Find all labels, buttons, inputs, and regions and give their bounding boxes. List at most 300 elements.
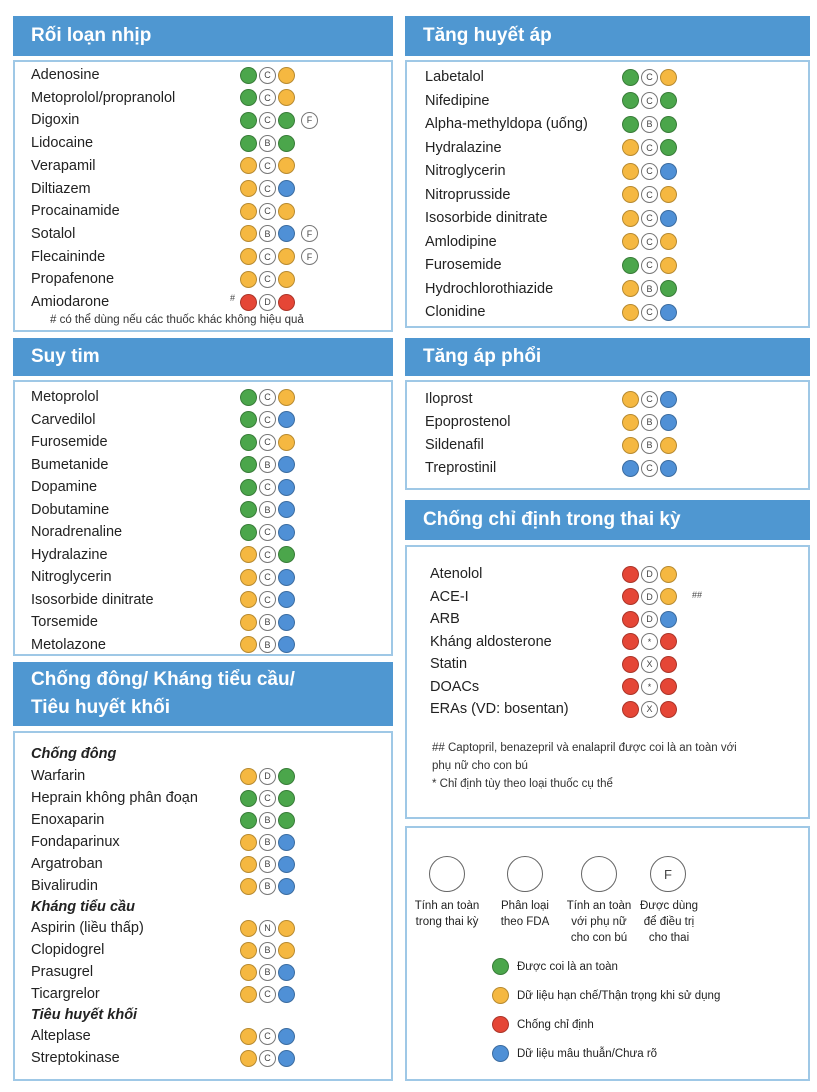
safety-marks bbox=[622, 254, 679, 276]
drug-row bbox=[31, 1025, 91, 1047]
drug-row bbox=[31, 431, 108, 453]
drug-name: Amiodarone bbox=[31, 294, 110, 310]
yellow-dot-icon bbox=[278, 248, 295, 265]
yellow-dot-icon bbox=[240, 546, 257, 563]
safety-marks bbox=[240, 431, 297, 453]
heart-failure-header bbox=[13, 338, 393, 376]
fda-category-icon: B bbox=[259, 812, 276, 829]
drug-name: Nitroglycerin bbox=[31, 569, 112, 585]
fda-category-icon: C bbox=[641, 139, 658, 156]
green-dot-icon bbox=[240, 389, 257, 406]
drug-row bbox=[31, 132, 93, 154]
safety-marks bbox=[240, 246, 320, 268]
blue-dot-icon bbox=[660, 460, 677, 477]
fda-category-icon: X bbox=[641, 701, 658, 718]
fetal-treatment-icon: F bbox=[301, 112, 318, 129]
yellow-dot-icon bbox=[240, 878, 257, 895]
green-dot-icon bbox=[278, 135, 295, 152]
yellow-dot-icon bbox=[278, 203, 295, 220]
drug-row bbox=[430, 586, 469, 608]
green-dot-icon bbox=[240, 456, 257, 473]
safety-marks bbox=[622, 563, 679, 585]
drug-row bbox=[31, 246, 105, 268]
blue-dot-icon bbox=[278, 501, 295, 518]
yellow-dot-icon bbox=[492, 987, 509, 1004]
drug-name: Adenosine bbox=[31, 67, 100, 83]
legend-label-fetal-line-1: Được dùng bbox=[639, 900, 699, 912]
drug-row bbox=[425, 66, 484, 88]
green-dot-icon bbox=[622, 92, 639, 109]
fda-category-icon: X bbox=[641, 656, 658, 673]
yellow-dot-icon bbox=[278, 157, 295, 174]
legend-key-green-label: Được coi là an toàn bbox=[517, 960, 618, 973]
drug-name: Isosorbide dinitrate bbox=[31, 591, 154, 608]
drug-row bbox=[425, 434, 484, 456]
yellow-dot-icon bbox=[240, 964, 257, 981]
blue-dot-icon bbox=[622, 460, 639, 477]
green-dot-icon bbox=[240, 790, 257, 807]
drug-name: Dopamine bbox=[31, 479, 98, 495]
legend-label-lactation bbox=[560, 898, 638, 946]
legend-label-fetal-line-2: để điều trị bbox=[643, 916, 695, 928]
legend-label-fda bbox=[490, 898, 560, 930]
blue-dot-icon bbox=[278, 225, 295, 242]
blue-dot-icon bbox=[660, 611, 677, 628]
drug-row bbox=[31, 521, 122, 543]
safety-marks bbox=[240, 853, 297, 875]
drug-row bbox=[425, 137, 502, 159]
drug-row bbox=[31, 268, 114, 290]
drug-row bbox=[31, 765, 85, 787]
legend-label-lactation-line-1: Tính an toàn bbox=[566, 900, 632, 912]
drug-row bbox=[430, 676, 479, 698]
yellow-dot-icon bbox=[240, 157, 257, 174]
drug-name: Flecaininde bbox=[31, 248, 106, 265]
fda-category-icon: B bbox=[641, 437, 658, 454]
legend-circle-pregnancy bbox=[429, 856, 465, 892]
blue-dot-icon bbox=[278, 411, 295, 428]
yellow-dot-icon bbox=[240, 920, 257, 937]
drug-name: Alpha-methyldopa (uống) bbox=[425, 116, 588, 132]
red-dot-icon bbox=[660, 701, 677, 718]
fda-category-icon: C bbox=[641, 233, 658, 250]
yellow-dot-icon bbox=[278, 434, 295, 451]
drug-row bbox=[430, 608, 460, 630]
safety-marks bbox=[622, 160, 679, 182]
drug-row bbox=[31, 155, 95, 177]
fda-category-icon: C bbox=[641, 186, 658, 203]
drug-row bbox=[31, 544, 108, 566]
red-dot-icon bbox=[492, 1016, 509, 1033]
drug-row bbox=[31, 454, 108, 476]
yellow-dot-icon bbox=[622, 233, 639, 250]
safety-marks bbox=[240, 809, 297, 831]
fda-category-icon: C bbox=[641, 69, 658, 86]
safety-marks bbox=[622, 301, 679, 323]
yellow-dot-icon bbox=[240, 768, 257, 785]
drug-row bbox=[425, 90, 490, 112]
safety-marks bbox=[240, 611, 297, 633]
drug-name: Torsemide bbox=[31, 614, 98, 630]
legend-label-pregnancy bbox=[409, 898, 485, 930]
blue-dot-icon bbox=[278, 834, 295, 851]
fda-category-icon: * bbox=[641, 633, 658, 650]
drug-name: Sotalol bbox=[31, 225, 76, 242]
drug-row bbox=[425, 184, 510, 206]
drug-name: Carvedilol bbox=[31, 411, 96, 428]
fda-category-icon: C bbox=[259, 569, 276, 586]
yellow-dot-icon bbox=[278, 89, 295, 106]
blue-dot-icon bbox=[278, 614, 295, 631]
drug-name: Furosemide bbox=[31, 434, 108, 450]
yellow-dot-icon bbox=[240, 569, 257, 586]
drug-name: Enoxaparin bbox=[31, 812, 105, 828]
legend-key-red bbox=[492, 1016, 594, 1033]
hypertension-header bbox=[405, 16, 810, 56]
fda-category-icon: D bbox=[641, 566, 658, 583]
drug-name: Nitroglycerin bbox=[425, 163, 506, 179]
pulmonary-hypertension-header bbox=[405, 338, 810, 376]
safety-marks bbox=[622, 586, 679, 608]
safety-marks bbox=[240, 961, 297, 983]
drug-name: Prasugrel bbox=[31, 964, 94, 980]
anticoag-subheading-3: Tiêu huyết khối bbox=[31, 1007, 138, 1023]
yellow-dot-icon bbox=[240, 856, 257, 873]
legend-key-blue-label: Dữ liệu mâu thuẫn/Chưa rõ bbox=[517, 1047, 658, 1060]
drug-name: Aspirin (liều thấp) bbox=[31, 920, 144, 936]
safety-marks bbox=[240, 268, 297, 290]
fda-category-icon: B bbox=[259, 636, 276, 653]
drug-name: Propafenone bbox=[31, 271, 115, 288]
drug-name: Bumetanide bbox=[31, 456, 109, 473]
legend-circle-lactation bbox=[581, 856, 617, 892]
drug-name: ERAs (VD: bosentan) bbox=[430, 701, 569, 717]
yellow-dot-icon bbox=[240, 1028, 257, 1045]
drug-name: Argatroban bbox=[31, 856, 103, 872]
fda-category-icon: D bbox=[259, 294, 276, 311]
legend-label-fetal bbox=[634, 898, 704, 946]
safety-marks bbox=[240, 223, 320, 245]
yellow-dot-icon bbox=[622, 163, 639, 180]
blue-dot-icon bbox=[660, 414, 677, 431]
yellow-dot-icon bbox=[240, 203, 257, 220]
fda-category-icon: C bbox=[641, 92, 658, 109]
drug-row bbox=[31, 787, 198, 809]
fda-category-icon: B bbox=[259, 456, 276, 473]
green-dot-icon bbox=[278, 790, 295, 807]
yellow-dot-icon bbox=[622, 391, 639, 408]
drug-name: Dobutamine bbox=[31, 501, 110, 518]
drug-name: Diltiazem bbox=[31, 180, 91, 197]
green-dot-icon bbox=[660, 280, 677, 297]
blue-dot-icon bbox=[278, 479, 295, 496]
yellow-dot-icon bbox=[622, 437, 639, 454]
blue-dot-icon bbox=[278, 878, 295, 895]
fda-category-icon: B bbox=[259, 501, 276, 518]
safety-marks bbox=[240, 64, 297, 86]
yellow-dot-icon bbox=[622, 414, 639, 431]
pulmonary-hypertension-title: Tăng áp phổi bbox=[423, 346, 542, 367]
safety-marks bbox=[240, 521, 297, 543]
green-dot-icon bbox=[240, 67, 257, 84]
drug-row bbox=[31, 200, 120, 222]
yellow-dot-icon bbox=[240, 986, 257, 1003]
fda-category-icon: C bbox=[259, 157, 276, 174]
red-dot-icon bbox=[622, 656, 639, 673]
drug-name: Amlodipine bbox=[425, 233, 497, 250]
contraindicated-note-2: phụ nữ cho con bú bbox=[432, 760, 528, 772]
fda-category-icon: C bbox=[259, 434, 276, 451]
red-dot-icon bbox=[622, 588, 639, 605]
fda-category-icon: C bbox=[259, 591, 276, 608]
fda-category-icon: B bbox=[259, 964, 276, 981]
yellow-dot-icon bbox=[278, 67, 295, 84]
blue-dot-icon bbox=[278, 986, 295, 1003]
green-dot-icon bbox=[278, 812, 295, 829]
drug-row bbox=[31, 386, 99, 408]
drug-name: Warfarin bbox=[31, 768, 86, 784]
fda-category-icon: C bbox=[259, 203, 276, 220]
yellow-dot-icon bbox=[660, 69, 677, 86]
drug-name: Metoprolol bbox=[31, 389, 99, 405]
anticoag-header bbox=[13, 662, 393, 726]
legend-key-yellow bbox=[492, 987, 720, 1004]
red-dot-icon bbox=[622, 566, 639, 583]
green-dot-icon bbox=[240, 501, 257, 518]
drug-row bbox=[425, 254, 502, 276]
drug-name: ARB bbox=[430, 611, 460, 627]
yellow-dot-icon bbox=[240, 614, 257, 631]
safety-marks bbox=[240, 476, 297, 498]
drug-name: Procainamide bbox=[31, 203, 120, 220]
green-dot-icon bbox=[660, 92, 677, 109]
fda-category-icon: C bbox=[259, 67, 276, 84]
safety-marks bbox=[240, 634, 297, 656]
blue-dot-icon bbox=[278, 456, 295, 473]
green-dot-icon bbox=[660, 116, 677, 133]
safety-marks bbox=[240, 1025, 297, 1047]
safety-marks bbox=[622, 631, 679, 653]
drug-name: Streptokinase bbox=[31, 1050, 120, 1066]
blue-dot-icon bbox=[278, 569, 295, 586]
legend-circle-fetal-treatment bbox=[650, 856, 686, 892]
legend-label-lactation-line-3: cho con bú bbox=[570, 932, 628, 944]
drug-row bbox=[31, 961, 93, 983]
legend-label-pregnancy-line-2: trong thai kỳ bbox=[415, 916, 479, 928]
fda-category-icon: B bbox=[259, 225, 276, 242]
green-dot-icon bbox=[622, 116, 639, 133]
legend-label-pregnancy-line-1: Tính an toàn bbox=[414, 900, 480, 912]
safety-marks bbox=[240, 132, 297, 154]
drug-row bbox=[31, 291, 109, 313]
hypertension-title: Tăng huyết áp bbox=[423, 25, 552, 46]
green-dot-icon bbox=[240, 89, 257, 106]
fda-category-icon: B bbox=[259, 878, 276, 895]
legend-key-blue bbox=[492, 1045, 657, 1062]
fda-category-icon: C bbox=[259, 986, 276, 1003]
safety-marks bbox=[622, 676, 679, 698]
drug-row bbox=[31, 831, 120, 853]
drug-row bbox=[31, 409, 95, 431]
drug-name: Bivalirudin bbox=[31, 878, 98, 894]
fda-category-icon: B bbox=[641, 116, 658, 133]
safety-marks bbox=[622, 66, 679, 88]
yellow-dot-icon bbox=[278, 920, 295, 937]
safety-marks bbox=[622, 137, 679, 159]
arrhythmia-footnote: # có thể dùng nếu các thuốc khác không hiệu quả bbox=[50, 314, 304, 326]
drug-name: Atenolol bbox=[430, 566, 483, 582]
legend-label-lactation-line-2: với phụ nữ bbox=[571, 916, 627, 928]
fda-category-icon: C bbox=[641, 163, 658, 180]
drug-name: Ticargrelor bbox=[31, 986, 100, 1002]
drug-name: ACE-I bbox=[430, 588, 469, 605]
green-dot-icon bbox=[240, 411, 257, 428]
anticoag-title-line-2: Tiêu huyết khối bbox=[31, 697, 171, 718]
safety-marks bbox=[240, 831, 297, 853]
drug-row bbox=[31, 109, 79, 131]
arrhythmia-title: Rối loạn nhịp bbox=[31, 25, 152, 46]
safety-marks bbox=[240, 544, 297, 566]
contraindicated-title: Chống chỉ định trong thai kỳ bbox=[423, 509, 681, 530]
drug-name: Heprain không phân đoạn bbox=[31, 790, 198, 806]
legend-label-fda-line-1: Phân loại bbox=[501, 900, 549, 912]
fda-category-icon: C bbox=[641, 391, 658, 408]
fda-category-icon: C bbox=[259, 790, 276, 807]
drug-row bbox=[31, 853, 103, 875]
drug-row bbox=[425, 231, 497, 253]
blue-dot-icon bbox=[278, 1050, 295, 1067]
anticoag-title-line-1: Chống đông/ Kháng tiểu cầu/ bbox=[31, 669, 295, 690]
yellow-dot-icon bbox=[278, 271, 295, 288]
drug-name: Isosorbide dinitrate bbox=[425, 210, 548, 226]
drug-name: Kháng aldosterone bbox=[430, 633, 552, 650]
safety-marks bbox=[622, 388, 679, 410]
blue-dot-icon bbox=[278, 180, 295, 197]
fda-category-icon: C bbox=[259, 112, 276, 129]
fda-category-icon: C bbox=[259, 89, 276, 106]
yellow-dot-icon bbox=[622, 304, 639, 321]
drug-row bbox=[430, 653, 467, 675]
drug-row bbox=[31, 178, 91, 200]
green-dot-icon bbox=[240, 434, 257, 451]
drug-name: Lidocaine bbox=[31, 135, 94, 152]
drug-name: DOACs bbox=[430, 678, 480, 695]
fda-category-icon: B bbox=[259, 135, 276, 152]
contraindicated-note-3: * Chỉ định tùy theo loại thuốc cụ thể bbox=[432, 778, 613, 790]
green-dot-icon bbox=[660, 139, 677, 156]
red-dot-icon bbox=[622, 633, 639, 650]
blue-dot-icon bbox=[278, 636, 295, 653]
safety-marks bbox=[240, 87, 297, 109]
yellow-dot-icon bbox=[240, 942, 257, 959]
fda-category-icon: B bbox=[259, 856, 276, 873]
fda-category-icon: C bbox=[641, 304, 658, 321]
blue-dot-icon bbox=[660, 210, 677, 227]
safety-marks bbox=[240, 409, 297, 431]
green-dot-icon bbox=[240, 812, 257, 829]
green-dot-icon bbox=[240, 479, 257, 496]
fda-category-icon: C bbox=[259, 271, 276, 288]
safety-marks bbox=[240, 155, 297, 177]
green-dot-icon bbox=[240, 135, 257, 152]
fda-category-icon: C bbox=[259, 1050, 276, 1067]
green-dot-icon bbox=[278, 112, 295, 129]
fda-category-icon: B bbox=[641, 414, 658, 431]
drug-row bbox=[31, 476, 97, 498]
yellow-dot-icon bbox=[660, 257, 677, 274]
yellow-dot-icon bbox=[278, 942, 295, 959]
drug-row bbox=[425, 411, 510, 433]
safety-marks bbox=[622, 653, 679, 675]
contraindicated-header bbox=[405, 500, 810, 540]
legend-key-yellow-label: Dữ liệu hạn chế/Thận trọng khi sử dụng bbox=[517, 989, 721, 1002]
drug-name: Labetalol bbox=[425, 69, 484, 85]
yellow-dot-icon bbox=[240, 636, 257, 653]
drug-row bbox=[31, 634, 106, 656]
safety-marks bbox=[240, 875, 297, 897]
legend-circle-fda bbox=[507, 856, 543, 892]
drug-row bbox=[425, 388, 473, 410]
yellow-dot-icon bbox=[622, 139, 639, 156]
red-dot-icon bbox=[660, 678, 677, 695]
drug-row bbox=[31, 1047, 120, 1069]
legend-key-red-label: Chống chỉ định bbox=[517, 1018, 594, 1031]
drug-row bbox=[31, 223, 75, 245]
safety-marks bbox=[240, 765, 297, 787]
drug-name: Fondaparinux bbox=[31, 834, 120, 850]
drug-row bbox=[430, 698, 569, 720]
drug-row bbox=[430, 631, 552, 653]
safety-marks bbox=[622, 411, 679, 433]
fda-category-icon: B bbox=[641, 280, 658, 297]
safety-marks bbox=[622, 207, 679, 229]
drug-name: Alteplase bbox=[31, 1028, 91, 1044]
red-dot-icon bbox=[660, 633, 677, 650]
red-dot-icon bbox=[660, 656, 677, 673]
safety-marks bbox=[622, 90, 679, 112]
safety-marks bbox=[622, 113, 679, 135]
safety-marks bbox=[622, 698, 679, 720]
fda-category-icon: C bbox=[259, 1028, 276, 1045]
drug-name: Hydrochlorothiazide bbox=[425, 280, 554, 297]
drug-name: Hydralazine bbox=[31, 546, 108, 563]
drug-row bbox=[425, 160, 506, 182]
fda-category-icon: C bbox=[259, 411, 276, 428]
safety-marks bbox=[240, 787, 297, 809]
safety-marks bbox=[240, 200, 297, 222]
drug-row bbox=[31, 64, 100, 86]
green-dot-icon bbox=[278, 768, 295, 785]
safety-marks bbox=[240, 566, 297, 588]
fda-category-icon: B bbox=[259, 834, 276, 851]
safety-marks bbox=[622, 608, 679, 630]
drug-row bbox=[31, 983, 100, 1005]
yellow-dot-icon bbox=[660, 437, 677, 454]
yellow-dot-icon bbox=[278, 389, 295, 406]
drug-name: Metoprolol/propranolol bbox=[31, 89, 176, 106]
safety-marks bbox=[240, 386, 297, 408]
blue-dot-icon bbox=[278, 856, 295, 873]
red-dot-icon bbox=[278, 294, 295, 311]
fda-category-icon: C bbox=[259, 479, 276, 496]
drug-name: Nifedipine bbox=[425, 92, 490, 109]
yellow-dot-icon bbox=[622, 280, 639, 297]
safety-marks bbox=[240, 109, 320, 131]
fda-category-icon: N bbox=[259, 920, 276, 937]
drug-name: Statin bbox=[430, 656, 468, 672]
yellow-dot-icon bbox=[240, 248, 257, 265]
yellow-dot-icon bbox=[240, 271, 257, 288]
